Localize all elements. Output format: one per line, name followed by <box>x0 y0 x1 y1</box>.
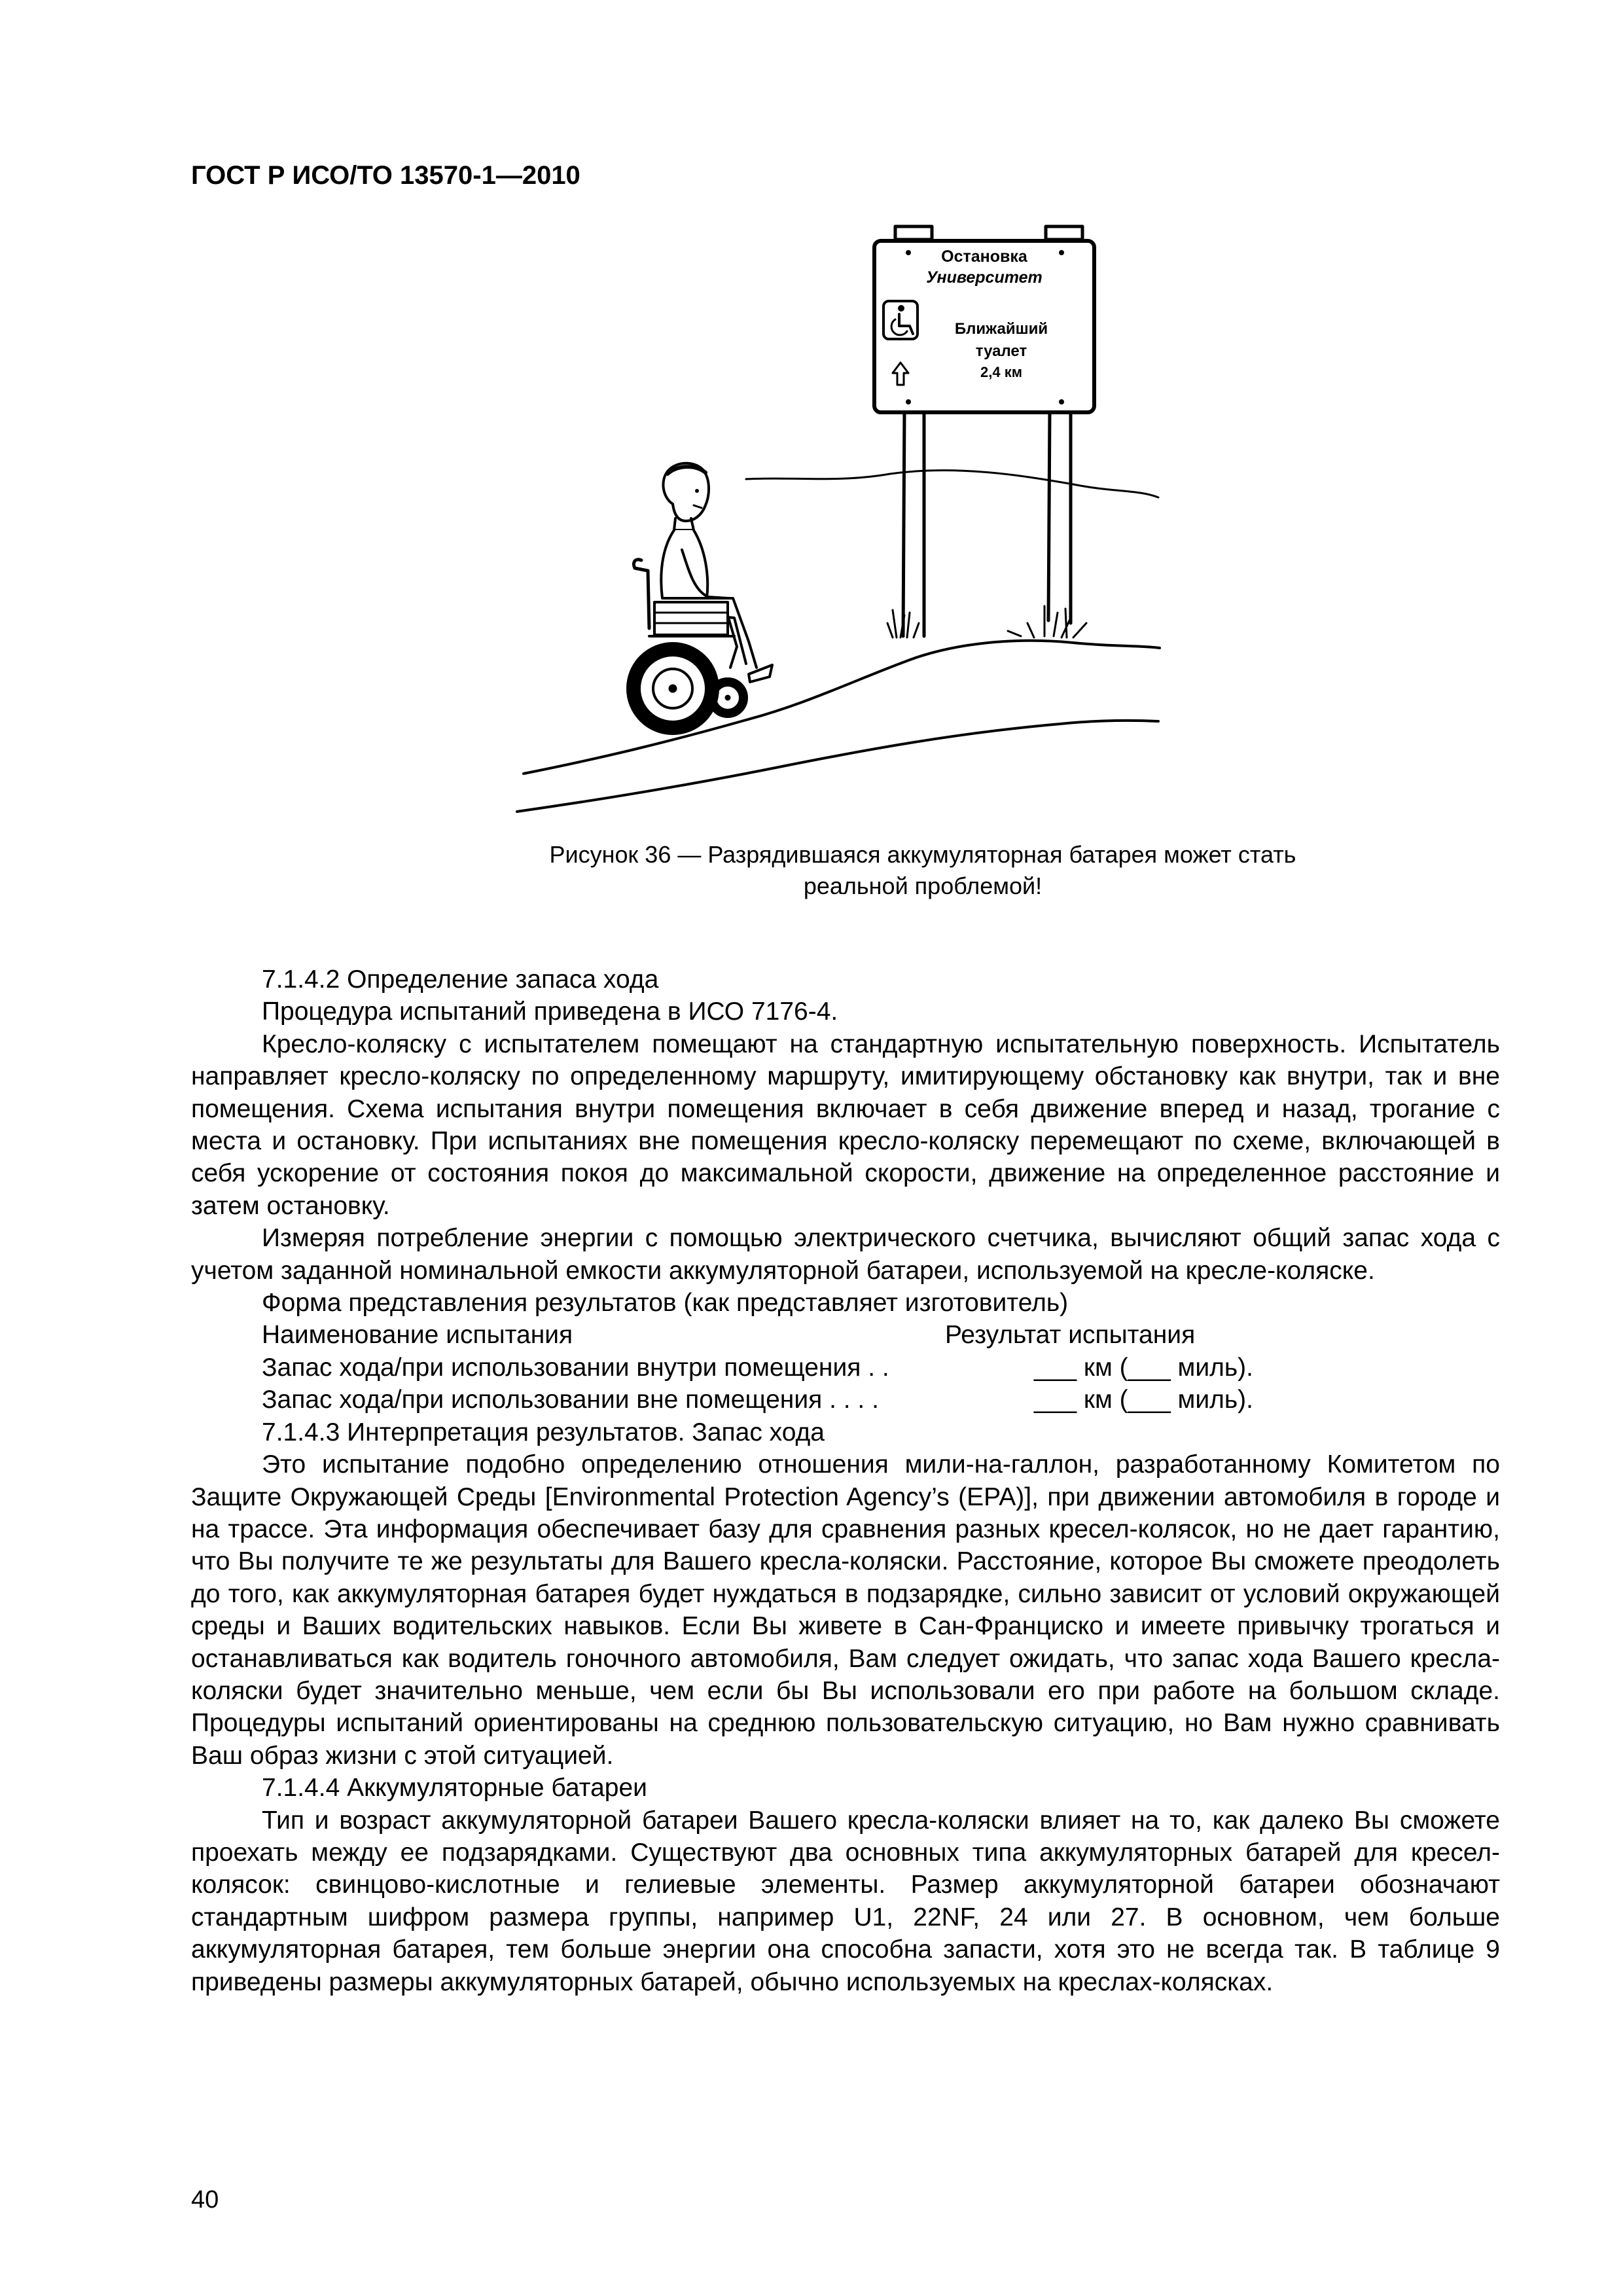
results-row-indoor-value: ___ км (___ миль). <box>1034 1353 1254 1382</box>
results-row-outdoor-value: ___ км (___ миль). <box>1034 1386 1254 1414</box>
horizon-line <box>746 471 1158 497</box>
road-line <box>517 721 1158 812</box>
person-in-wheelchair <box>633 463 772 728</box>
paragraph-batteries: Тип и возраст аккумуляторной батареи Вашего кресла-коляски влияет на то, как далеко Вы сможете проехать между ее подзарядками. Существуют два основных типа аккумуляторных батарей для кресел-колясок: свинцово-кислотные и гелиевые элементы. Размер аккумуляторной батареи обозначают стандартным шифром размера группы, например U1, 22NF, 24 или 27. В основном, чем больше аккумуляторная батарея, тем больше энергии она способна запасти, хотя это не всегда так. В таблице 9 приведены размеры аккумуляторных батарей, обычно используемых на креслах-колясках. <box>191 1806 1500 1996</box>
paragraph-interpretation: Это испытание подобно определению отношения мили-на-галлон, разработанному Комитетом по Защите Окружающей Среды [Environmental Protection Agency’s (EPA)], при движении автомобиля в городе и на трассе. Эта информация обеспечивает базу для сравнения разных кресел-колясок, но не дает гарантию, что Вы получите те же результаты для Вашего кресла-коляски. Расстояние, которое Вы сможете преодолеть до того, как аккумуляторная батарея будет нуждаться в подзарядке, сильно зависит от условий окружающей среды и Ваших водительских навыков. Если Вы живете в Сан-Франциско и имеете привычку трогаться и останавливаться как водитель гоночного автомобиля, Вам следует ожидать, что запас хода Вашего кресла-коляски будет значительно меньше, чем если бы Вы использовали его при работе на большом складе. Процедуры испытаний ориентированы на среднюю пользовательскую ситуацию, но Вам нужно сравнивать Ваш образ жизни с этой ситуацией. <box>191 1450 1500 1770</box>
page-number: 40 <box>191 2186 219 2214</box>
paragraph-energy-measurement: Измеряя потребление энергии с помощью электрического счетчика, вычисляют общий запас хода с учетом заданной номинальной емкости аккумуляторной батареи, используемой на кресле-коляске. <box>191 1224 1500 1285</box>
sign-posts <box>903 410 1071 636</box>
results-row-outdoor-label: Запас хода/при использовании вне помещения . . . . <box>262 1386 879 1414</box>
results-row-outdoor <box>191 1384 1500 1416</box>
col-test-name: Наименование испытания <box>262 1321 573 1350</box>
sign-line-3: Ближайший <box>954 320 1048 338</box>
results-row-indoor <box>191 1352 1500 1384</box>
figure-caption-line-2: реальной проблемой! <box>803 872 1043 899</box>
section-heading-range: 7.1.4.2 Определение запаса хода <box>262 965 659 994</box>
results-header-row <box>191 1319 1500 1351</box>
sign-line-1: Остановка <box>941 247 1027 266</box>
sign-line-2: Университет <box>926 268 1043 287</box>
form-heading: Форма представления результатов (как представляет изготовитель) <box>262 1289 1069 1318</box>
figure-caption-line-1: Рисунок 36 — Разрядившаяся аккумуляторная батарея может стать <box>549 841 1296 868</box>
figure-wheelchair-illustration <box>497 223 1165 825</box>
section-heading-interpretation: 7.1.4.3 Интерпретация результатов. Запас хода <box>262 1418 825 1446</box>
body-text <box>191 963 1500 1998</box>
section-heading-batteries: 7.1.4.4 Аккумуляторные батареи <box>262 1774 647 1803</box>
sign-line-5: 2,4 км <box>980 364 1022 380</box>
paragraph-test-description: Кресло-коляску с испытателем помещают на стандартную испытательную поверхность. Испытатель направляет кресло-коляску по определенному маршруту, имитирующему обстановку как внутри, так и вне помещения. Схема испытания внутри помещения включает в себя движение вперед и назад, трогание с места и остановку. При испытаниях вне помещения кресло-коляску перемещают по схеме, включающей в себя ускорение от состояния покоя до максимальной скорости, движение на определенное расстояние и затем остановку. <box>191 1030 1500 1220</box>
paragraph-procedure: Процедура испытаний приведена в ИСО 7176-4. <box>262 997 838 1026</box>
sign-line-4: туалет <box>975 342 1027 360</box>
results-row-indoor-label: Запас хода/при использовании внутри помещения . . <box>262 1353 889 1382</box>
figure-caption <box>327 839 1518 902</box>
document-header: ГОСТ Р ИСО/ТО 13570-1—2010 <box>191 161 580 190</box>
col-test-result: Результат испытания <box>945 1321 1196 1350</box>
